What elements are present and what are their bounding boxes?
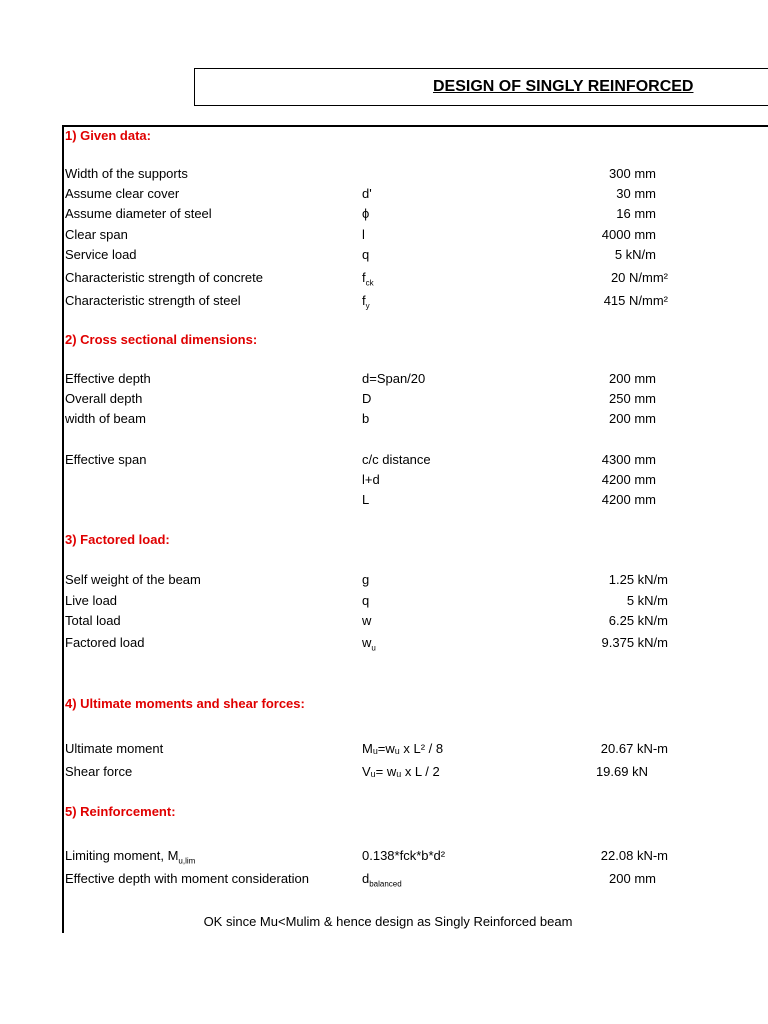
section-factored-header-row [0, 532, 768, 552]
row-value: 19.69 kN [595, 764, 648, 779]
row-value: 9.375 kN/m [601, 635, 668, 650]
design-note: OK since Mu<Mulim & hence design as Singly Reinforced beam [203, 914, 573, 929]
table-row [0, 741, 768, 761]
row-value: 30 mm [616, 186, 656, 201]
row-symbol: w [362, 613, 372, 628]
row-value: 4000 mm [601, 227, 656, 242]
row-label: Limiting moment, $M_{u,lim}$ [65, 848, 196, 866]
row-symbol: g [362, 572, 370, 587]
row-symbol: Vᵤ= wᵤ x L / 2 [362, 764, 440, 779]
row-value: 4300 mm [601, 452, 656, 467]
row-label: Service load [65, 247, 137, 262]
table-row [0, 270, 768, 290]
row-symbol: L [362, 492, 370, 507]
table-row [0, 452, 768, 472]
table-row [0, 572, 768, 592]
row-symbol: $f_y$ [362, 293, 370, 311]
row-label: Total load [65, 613, 121, 628]
section-ultimate-header-row [0, 696, 768, 716]
table-row [0, 247, 768, 267]
table-row [0, 371, 768, 391]
row-label: Characteristic strength of steel [65, 293, 241, 308]
table-row [0, 764, 768, 784]
section-header: 1) Given data: [65, 128, 151, 143]
row-label: Overall depth [65, 391, 143, 406]
table-row [0, 293, 768, 313]
row-label: Characteristic strength of concrete [65, 270, 263, 285]
table-row [0, 848, 768, 868]
row-label: Live load [65, 593, 118, 608]
table-row [0, 492, 768, 512]
row-symbol: b [362, 411, 370, 426]
row-value: 6.25 kN/m [608, 613, 668, 628]
row-label: Ultimate moment [65, 741, 164, 756]
row-label: Assume clear cover [65, 186, 180, 201]
section-header: 2) Cross sectional dimensions: [65, 332, 258, 347]
row-symbol: d=Span/20 [362, 371, 426, 386]
section-header: 5) Reinforcement: [65, 804, 176, 819]
sheet-top-border [62, 125, 768, 127]
row-value: 200 mm [609, 411, 656, 426]
table-row [0, 166, 768, 186]
row-symbol: d' [362, 186, 372, 201]
table-row [0, 391, 768, 411]
title-box [194, 68, 768, 106]
row-label: Clear span [65, 227, 128, 242]
row-value: 22.08 kN-m [600, 848, 668, 863]
row-label: width of beam [65, 411, 146, 426]
table-row [0, 635, 768, 655]
row-value: 4200 mm [601, 472, 656, 487]
table-row [0, 593, 768, 613]
row-value: 415 N/mm² [603, 293, 668, 308]
section-given-header-row [0, 128, 768, 148]
row-label: Self weight of the beam [65, 572, 201, 587]
row-value: 4200 mm [601, 492, 656, 507]
row-value: 1.25 kN/m [608, 572, 668, 587]
section-header: 4) Ultimate moments and shear forces: [65, 696, 305, 711]
row-label: Shear force [65, 764, 133, 779]
row-label: Width of the supports [65, 166, 188, 181]
row-value: 300 mm [609, 166, 656, 181]
row-label: Assume diameter of steel [65, 206, 212, 221]
table-row [0, 206, 768, 226]
row-value: 20 N/mm² [610, 270, 668, 285]
section-header: 3) Factored load: [65, 532, 170, 547]
row-value: 5 kN/m [626, 593, 668, 608]
table-row [0, 871, 768, 891]
row-symbol: $f_{ck}$ [362, 270, 374, 288]
table-row [0, 186, 768, 206]
row-symbol: $d_{balanced}$ [362, 871, 402, 889]
row-value: 250 mm [609, 391, 656, 406]
row-symbol: c/c distance [362, 452, 431, 467]
row-symbol: l+d [362, 472, 380, 487]
row-label: Effective depth with moment consideration [65, 871, 310, 886]
row-symbol: D [362, 391, 372, 406]
section-reinforcement-header-row [0, 804, 768, 824]
row-symbol: q [362, 247, 370, 262]
row-symbol: ϕ [362, 206, 370, 221]
row-label: Effective span [65, 452, 147, 467]
table-row [0, 613, 768, 633]
row-value: 20.67 kN-m [600, 741, 668, 756]
page-title: DESIGN OF SINGLY REINFORCED [433, 78, 694, 95]
row-symbol: q [362, 593, 370, 608]
table-row [0, 411, 768, 431]
table-row [0, 472, 768, 492]
row-symbol: 0.138*fck*b*d² [362, 848, 446, 863]
row-symbol: l [362, 227, 365, 242]
row-label: Effective depth [65, 371, 151, 386]
table-row [0, 227, 768, 247]
section-cross-header-row [0, 332, 768, 352]
row-symbol: $w_u$ [362, 635, 376, 653]
row-label: Factored load [65, 635, 145, 650]
row-symbol: Mᵤ=wᵤ x L² / 8 [362, 741, 444, 756]
row-value: 200 mm [609, 371, 656, 386]
row-value: 200 mm [609, 871, 656, 886]
row-value: 5 kN/m [614, 247, 656, 262]
row-value: 16 mm [616, 206, 656, 221]
